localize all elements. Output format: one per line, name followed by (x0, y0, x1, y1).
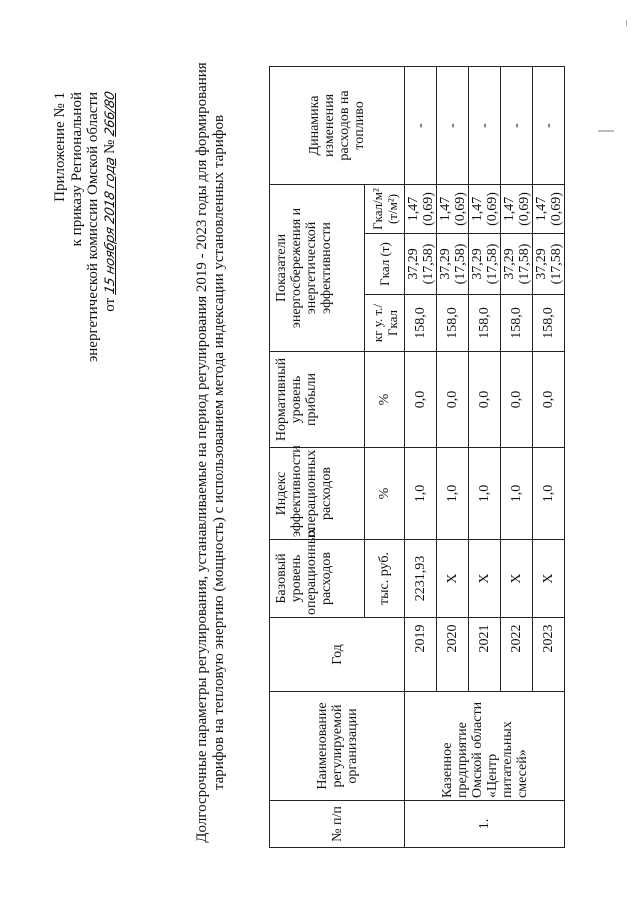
header-energy: Показатели энергосбережения и энергетической эффективности (270, 184, 365, 351)
cell-energy-3: 1,47 (0,69) (437, 184, 469, 233)
unit-energy-3: Гкал/м² (т/м²) (365, 184, 405, 233)
cell-fuel: - (469, 66, 501, 184)
unit-profit: % (365, 352, 405, 448)
date-prefix: от (101, 297, 118, 312)
cell-fuel: - (501, 66, 533, 184)
cell-profit: 0,0 (469, 352, 501, 448)
number-prefix: № (101, 139, 118, 154)
cell-base: Х (533, 540, 565, 618)
cell-energy-1: 158,0 (437, 295, 469, 352)
cell-fuel: - (533, 66, 565, 184)
cell-profit: 0,0 (437, 352, 469, 448)
cell-year: 2019 (405, 618, 437, 655)
cell-profit: 0,0 (501, 352, 533, 448)
unit-base: тыс. руб. (365, 540, 405, 618)
unit-index: % (365, 448, 405, 540)
header-org: Наименование регулируемой организации (270, 692, 405, 801)
cell-energy-3: 1,47 (0,69) (501, 184, 533, 233)
cell-energy-1: 158,0 (533, 295, 565, 352)
cell-energy-1: 158,0 (469, 295, 501, 352)
appendix-header (52, 92, 119, 362)
cell-fuel: - (405, 66, 437, 184)
cell-energy-3: 1,47 (0,69) (533, 184, 565, 233)
cell-energy-2: 37,29 (17,58) (469, 234, 501, 295)
cell-year: 2022 (501, 618, 533, 655)
cell-energy-2: 37,29 (17,58) (437, 234, 469, 295)
header-profit: Нормативный уровень прибыли (270, 352, 365, 448)
header-index: Индекс эффективности операционных расходов (270, 448, 365, 540)
cell-energy-2: 37,29 (17,58) (501, 234, 533, 295)
cell-energy-1: 158,0 (501, 295, 533, 352)
cell-base: Х (437, 540, 469, 618)
appendix-date-line (102, 92, 120, 362)
cell-index: 1,0 (405, 448, 437, 540)
cell-energy-2: 37,29 (17,58) (533, 234, 565, 295)
cell-year: 2023 (533, 618, 565, 655)
cell-base: 2231,93 (405, 540, 437, 618)
cell-base: Х (501, 540, 533, 618)
cell-index: 1,0 (501, 448, 533, 540)
cell-energy-2: 37,29 (17,58) (405, 234, 437, 295)
title-line-1: Долгосрочные параметры регулирования, устанавливаемые на период регулирования 2019 - 2023 годы для формирования (194, 62, 210, 843)
handwritten-date: 15 ноября 2018 года (102, 155, 118, 296)
title-line-2: тарифов на тепловую энергию (мощность) с использованием метода индексации установленных тарифов (210, 114, 227, 791)
appendix-order-ref: к приказу Региональной (68, 92, 85, 247)
appendix-commission: энергетической комиссии Омской области (85, 92, 101, 363)
appendix-number: Приложение № 1 (52, 92, 68, 202)
header-base: Базовый уровень операционных расходов (270, 540, 365, 618)
header-year: Год (270, 618, 405, 692)
unit-energy-2: Гкал (т) (365, 234, 405, 295)
cell-year: 2020 (437, 618, 469, 655)
cell-profit: 0,0 (405, 352, 437, 448)
cell-energy-3: 1,47 (0,69) (405, 184, 437, 233)
parameters-table (269, 66, 565, 848)
cell-energy-1: 158,0 (405, 295, 437, 352)
cell-year: 2021 (469, 618, 501, 655)
table-row (405, 66, 437, 847)
cell-energy-3: 1,47 (0,69) (469, 184, 501, 233)
header-num: № п/п (270, 801, 405, 848)
cell-base: Х (469, 540, 501, 618)
document-title (194, 0, 227, 905)
header-fuel: Динамика изменения расходов на топливо (270, 66, 405, 184)
cell-index: 1,0 (437, 448, 469, 540)
org-number: 1. (405, 801, 565, 848)
cell-profit: 0,0 (533, 352, 565, 448)
handwritten-number: 266/80 (102, 90, 118, 138)
unit-energy-1: кг у. т./ Гкал (365, 295, 405, 352)
cell-index: 1,0 (469, 448, 501, 540)
cell-index: 1,0 (533, 448, 565, 540)
cell-fuel: - (437, 66, 469, 184)
org-name: Казенное предприятие Омской области «Центр питательных смесей» (405, 692, 565, 801)
